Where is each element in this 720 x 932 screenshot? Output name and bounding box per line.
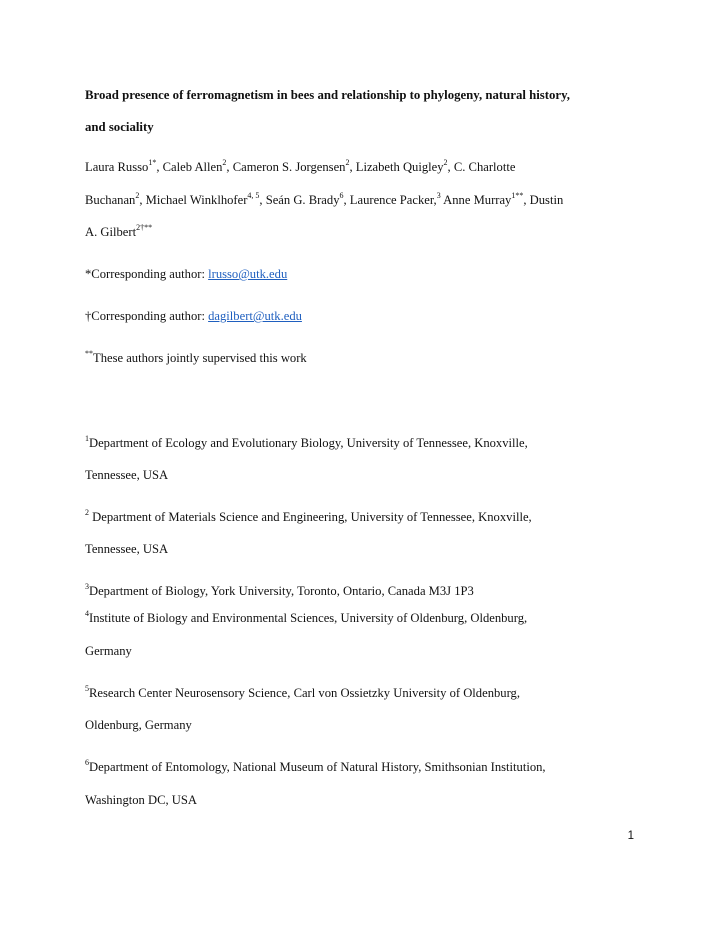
- author-name: , Caleb Allen: [156, 160, 223, 174]
- email-link[interactable]: lrusso@utk.edu: [208, 267, 288, 281]
- affiliation-2: [85, 509, 532, 525]
- affiliation-text: Institute of Biology and Environmental Sciences, University of Oldenburg, Oldenburg,: [89, 611, 528, 625]
- affiliation-sup: 5: [85, 683, 89, 693]
- corresponding-author-1: [85, 266, 287, 282]
- affiliation-1: [85, 435, 528, 451]
- affiliation-4: [85, 610, 527, 626]
- author-sup: 2: [345, 157, 350, 167]
- author-sup: 3: [436, 190, 441, 200]
- paper-title-line-1: Broad presence of ferromagnetism in bees and relationship to phylogeny, natural history,: [85, 88, 571, 102]
- page-number: 1: [627, 830, 634, 842]
- email-link[interactable]: dagilbert@utk.edu: [208, 309, 302, 323]
- affiliation-sup: 2: [85, 507, 89, 517]
- author-name: , C. Charlotte: [447, 160, 516, 174]
- author-sup: 1**: [511, 190, 524, 200]
- author-name: Buchanan: [85, 193, 136, 207]
- author-name: Anne Murray: [440, 193, 512, 207]
- author-name: , Seán G. Brady: [259, 193, 340, 207]
- affiliation-sup: 3: [85, 581, 89, 591]
- author-name: , Lizabeth Quigley: [349, 160, 444, 174]
- author-sup: 6: [339, 190, 344, 200]
- author-sup: 2: [443, 157, 448, 167]
- corresponding-label: †Corresponding author:: [85, 309, 209, 323]
- author-sup: 1*: [148, 157, 157, 167]
- corresponding-label: *Corresponding author:: [85, 267, 209, 281]
- author-name: , Michael Winklhofer: [139, 193, 248, 207]
- author-sup: 4, 5: [247, 190, 260, 200]
- affiliation-5-cont: Oldenburg, Germany: [85, 718, 192, 732]
- author-sup: 2: [135, 190, 140, 200]
- author-name: A. Gilbert: [85, 225, 137, 239]
- affiliation-text: Department of Ecology and Evolutionary Biology, University of Tennessee, Knoxville,: [89, 436, 528, 450]
- author-sup: 2: [222, 157, 227, 167]
- note-sup: **: [85, 348, 93, 358]
- affiliation-sup: 6: [85, 757, 89, 767]
- affiliation-text: Department of Materials Science and Engineering, University of Tennessee, Knoxville,: [89, 510, 532, 524]
- author-line-1: [85, 159, 515, 175]
- affiliation-text: Department of Entomology, National Museum of Natural History, Smithsonian Institution,: [89, 760, 546, 774]
- author-sup: 2†**: [136, 222, 153, 232]
- joint-supervision-note: [85, 350, 307, 366]
- affiliation-2-cont: Tennessee, USA: [85, 542, 169, 556]
- affiliation-4-cont: Germany: [85, 644, 132, 658]
- author-line-2: [85, 192, 563, 208]
- author-name: , Cameron S. Jorgensen: [226, 160, 346, 174]
- affiliation-text: Research Center Neurosensory Science, Carl von Ossietzky University of Oldenburg,: [89, 686, 520, 700]
- author-name: Laura Russo: [85, 160, 149, 174]
- author-line-3: [85, 224, 152, 240]
- affiliation-1-cont: Tennessee, USA: [85, 468, 169, 482]
- affiliation-3: [85, 583, 474, 599]
- author-name: , Laurence Packer,: [343, 193, 437, 207]
- paper-title-line-2: and sociality: [85, 120, 154, 134]
- author-name: , Dustin: [523, 193, 564, 207]
- affiliation-sup: 4: [85, 608, 89, 618]
- note-text: These authors jointly supervised this work: [93, 351, 307, 365]
- affiliation-6: [85, 759, 546, 775]
- affiliation-text: Department of Biology, York University, Toronto, Ontario, Canada M3J 1P3: [89, 584, 474, 598]
- affiliation-6-cont: Washington DC, USA: [85, 793, 197, 807]
- affiliation-sup: 1: [85, 433, 89, 443]
- affiliation-5: [85, 685, 520, 701]
- corresponding-author-2: [85, 308, 302, 324]
